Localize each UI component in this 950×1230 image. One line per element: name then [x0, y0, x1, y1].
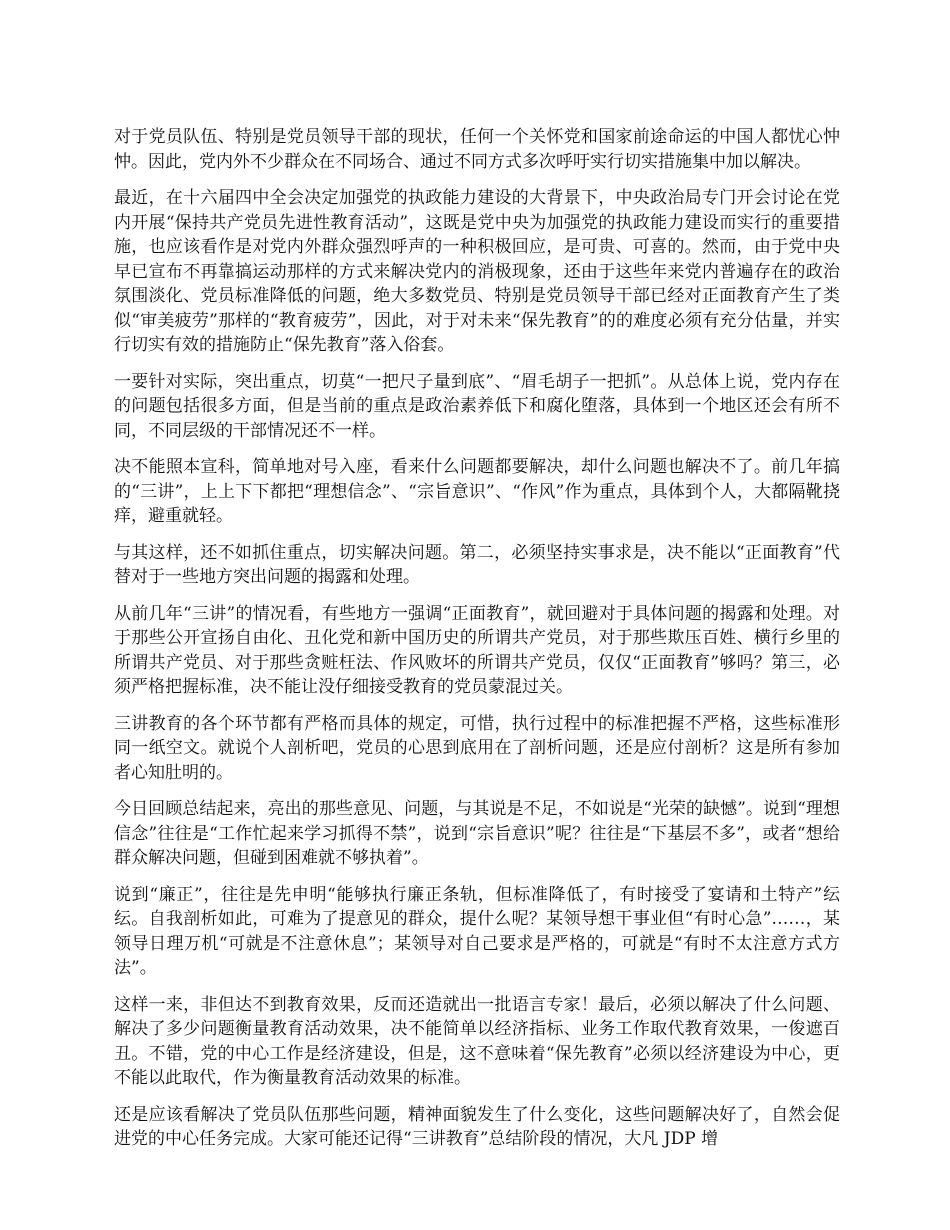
paragraph-10: 这样一来，非但达不到教育效果，反而还造就出一批语言专家！最后，必须以解决了什么问题、解决了多少问题衡量教育活动效果，决不能简单以经济指标、业务工作取代教育效果，一俊遮百丑。不错，党的中心工作是经济建设，但是，这不意味着“保先教育”必须以经济建设为中心，更不能以此取代，作为衡量教育活动效果的标准。	[114, 994, 840, 1088]
paragraph-11: 还是应该看解决了党员队伍那些问题，精神面貌发生了什么变化，这些问题解决好了，自然会促进党的中心任务完成。大家可能还记得“三讲教育”总结阶段的情况，大凡 JDP 增	[114, 1104, 840, 1149]
paragraph-6: 从前几年“三讲”的情况看，有些地方一强调“正面教育”，就回避对于具体问题的揭露和处理。对于那些公开宣扬自由化、丑化党和新中国历史的所谓共产党员，对于那些欺压百姓、横行乡里的所谓共产党员、对于那些贪赃枉法、作风败坏的所谓共产党员，仅仅“正面教育”够吗？第三，必须严格把握标准，决不能让没仔细接受教育的党员蒙混过关。	[114, 603, 840, 697]
paragraph-3: 一要针对实际，突出重点，切莫“一把尺子量到底”、“眉毛胡子一把抓”。从总体上说，党内存在的问题包括很多方面，但是当前的重点是政治素养低下和腐化堕落，具体到一个地区还会有所不同，不同层级的干部情况还不一样。	[114, 371, 840, 441]
paragraph-5: 与其这样，还不如抓住重点，切实解决问题。第二，必须坚持实事求是，决不能以“正面教育”代替对于一些地方突出问题的揭露和处理。	[114, 542, 840, 587]
paragraph-9: 说到“廉正”，往往是先申明“能够执行廉正条轨，但标准降低了，有时接受了宴请和土特产”纭纭。自我剖析如此，可难为了提意见的群众，提什么呢？某领导想干事业但“有时心急”……，某领导日理万机“可就是不注意休息”；某领导对自己要求是严格的，可就是“有时不太注意方式方法”。	[114, 884, 840, 978]
paragraph-4: 决不能照本宣科，简单地对号入座，看来什么问题都要解决，却什么问题也解决不了。前几年搞的“三讲”，上上下下都把“理想信念”、“宗旨意识”、“作风”作为重点，具体到个人，大都隔靴挠痒，避重就轻。	[114, 457, 840, 526]
paragraph-7: 三讲教育的各个环节都有严格而具体的规定，可惜，执行过程中的标准把握不严格，这些标准形同一纸空文。就说个人剖析吧，党员的心思到底用在了剖析问题，还是应付剖析？这是所有参加者心知肚明的。	[114, 713, 840, 783]
document-body	[114, 125, 840, 1164]
paragraph-8: 今日回顾总结起来，亮出的那些意见、问题，与其说是不足，不如说是“光荣的缺憾”。说到“理想信念”往往是“工作忙起来学习抓得不禁”，说到“宗旨意识”呢？往往是“下基层不多”，或者“想给群众解决问题，但碰到困难就不够执着”。	[114, 799, 840, 868]
paragraph-1: 对于党员队伍、特别是党员领导干部的现状，任何一个关怀党和国家前途命运的中国人都忧心忡忡。因此，党内外不少群众在不同场合、通过不同方式多次呼吁实行切实措施集中加以解决。	[114, 127, 840, 172]
paragraph-2: 最近，在十六届四中全会决定加强党的执政能力建设的大背景下，中央政治局专门开会讨论在党内开展“保持共产党员先进性教育活动”，这既是党中央为加强党的执政能力建设而实行的重要措施，也应该看作是对党内外群众强烈呼声的一种积极回应，是可贵、可喜的。然而，由于党中央早已宣布不再靠搞运动那样的方式来解决党内的消极现象，还由于这些年来党内普遍存在的政治氛围淡化、党员标准降低的问题，绝大多数党员、特别是党员领导干部已经对正面教育产生了类似“审美疲劳”那样的“教育疲劳”，因此，对于对未来“保先教育”的的难度必须有充分估量，并实行切实有效的措施防止“保先教育”落入俗套。	[114, 188, 840, 355]
